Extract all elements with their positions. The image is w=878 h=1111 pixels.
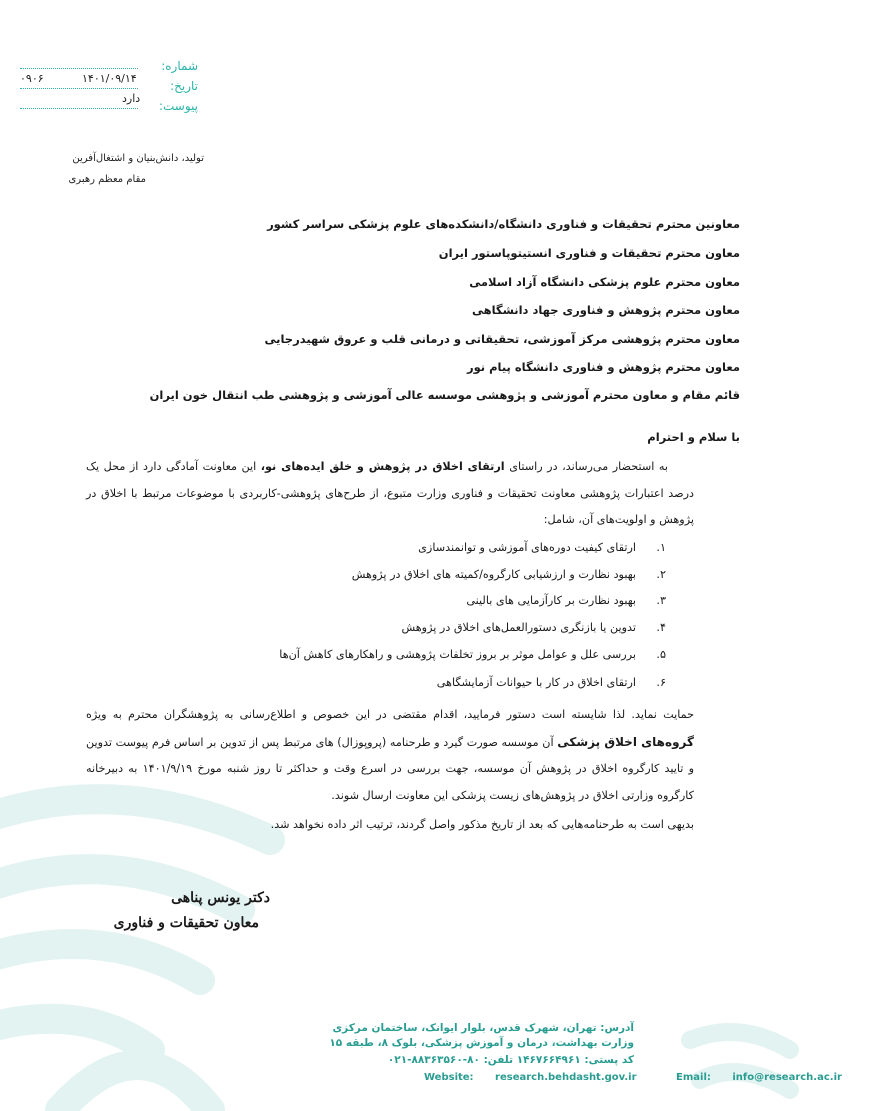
footer-address-1: آدرس: تهران، شهرک قدس، بلوار ایوانک، ساختمان مرکزی	[332, 1022, 634, 1034]
signature-name: دکتر یونس پناهی	[171, 890, 270, 906]
addressee-7: قائم مقام و معاون محترم آموزشی و پژوهشی موسسه عالی آموزشی و پژوهشی طب انتقال خون ایران	[149, 388, 740, 402]
email-label: Email:	[676, 1072, 711, 1083]
addressee-1: معاونین محترم تحقیقات و فناوری دانشگاه/دانشکده‌های علوم پزشکی سراسر کشور	[267, 217, 740, 231]
motto-quote: تولید، دانش‌بنیان و اشتغال‌آفرین	[72, 153, 204, 164]
intro-text-2: این معاونت آمادگی دارد از محل یک درصد اعتبارات پژوهشی معاونت تحقیقات و فناوری وزارت متبوع، از طرح‌های پژوهشی-کاربردی با موضوعات مرتبط با اخلاق در پژوهش و اولویت‌های آن، شامل:	[86, 460, 694, 526]
motto-source: مقام معظم رهبری	[68, 174, 146, 185]
website-label: Website:	[424, 1072, 474, 1083]
number-value: ۰۹۰۶	[20, 72, 44, 85]
list-item-2: ۲.بهبود نظارت و ارزشیابی کارگروه/کمیته های اخلاق در پژوهش	[351, 568, 666, 581]
attachment-label: پیوست:	[158, 99, 198, 113]
list-item-6: ۶.ارتقای اخلاق در کار با حیوانات آزمایشگاهی	[436, 676, 666, 689]
support-bold: گروه‌های اخلاق پزشکی	[557, 734, 694, 749]
support-text-1: حمایت نماید. لذا شایسته است دستور فرمایید، اقدام مقتضی در این خصوص و اطلاع‌رسانی به پژوهشگران محترم به ویژه	[86, 708, 694, 721]
list-item-1: ۱.ارتقای کیفیت دوره‌های آموزشی و توانمندسازی	[418, 541, 666, 554]
signature-title: معاون تحقیقات و فناوری	[113, 915, 259, 931]
list-item-3: ۳.بهبود نظارت بر کارآزمایی های بالینی	[466, 594, 666, 607]
date-label: تاریخ:	[170, 79, 198, 93]
list-item-4: ۴.تدوین یا بازنگری دستورالعمل‌های اخلاق در پژوهش	[401, 621, 666, 634]
attachment-dots	[20, 98, 138, 109]
greeting: با سلام و احترام	[647, 430, 740, 444]
closing-sentence: بدیهی است به طرحنامه‌هایی که بعد از تاریخ مذکور واصل گردند، ترتیب اثر داده نخواهد شد.	[270, 818, 694, 831]
addressee-6: معاون محترم پژوهش و فناوری دانشگاه پیام نور	[466, 360, 740, 374]
footer-postal-phone: کد پستی: ۱۴۶۷۶۶۴۹۶۱ تلفن: ۸۰-۸۸۳۶۳۵۶۰-۰۲۱	[387, 1054, 634, 1066]
footer-address-2: وزارت بهداشت، درمان و آموزش پزشکی، بلوک ۸، طبقه ۱۵	[329, 1037, 634, 1049]
website-link[interactable]: research.behdasht.gov.ir	[495, 1072, 637, 1083]
attachment-value: دارد	[122, 92, 141, 105]
addressee-2: معاون محترم تحقیقات و فناوری انستیتوپاستور ایران	[438, 246, 740, 260]
support-text-2: آن موسسه صورت گیرد و طرحنامه (پروپوزال) های مرتبط پس از تدوین بر اساس فرم پیوست تدوین و تایید کارگروه اخلاق در پژوهش آن موسسه، جهت بررسی در اسرع وقت و حداکثر تا روز شنبه مورخ ۱۴۰۱/۹/۱۹ به دبیرخانه کارگروه وزارتی اخلاق در پژوهش‌های زیست پزشکی این معاونت ارسال شوند.	[86, 735, 694, 802]
footer-contact	[424, 1072, 878, 1083]
addressee-4: معاون محترم پژوهش و فناوری جهاد دانشگاهی	[471, 303, 740, 317]
number-label: شماره:	[161, 59, 198, 73]
list-item-5: ۵.بررسی علل و عوامل موثر بر بروز تخلفات پژوهشی و راهکارهای کاهش آن‌ها	[279, 648, 666, 661]
intro-text-1: به استحضار می‌رساند، در راستای	[504, 460, 668, 473]
intro-paragraph	[86, 454, 694, 534]
watermark-logo-footer	[680, 1020, 784, 1111]
date-value: ۱۴۰۱/۰۹/۱۴	[82, 72, 137, 85]
support-paragraph	[86, 702, 694, 809]
number-dots	[20, 58, 138, 69]
addressee-5: معاون محترم پژوهشی مرکز آموزشی، تحقیقاتی و درمانی قلب و عروق شهیدرجایی	[264, 332, 740, 346]
intro-bold: ارتقای اخلاق در پژوهش و خلق ایده‌های نو،	[260, 460, 505, 473]
email-link[interactable]: info@research.ac.ir	[732, 1072, 842, 1083]
addressee-3: معاون محترم علوم پزشکی دانشگاه آزاد اسلامی	[469, 275, 740, 289]
